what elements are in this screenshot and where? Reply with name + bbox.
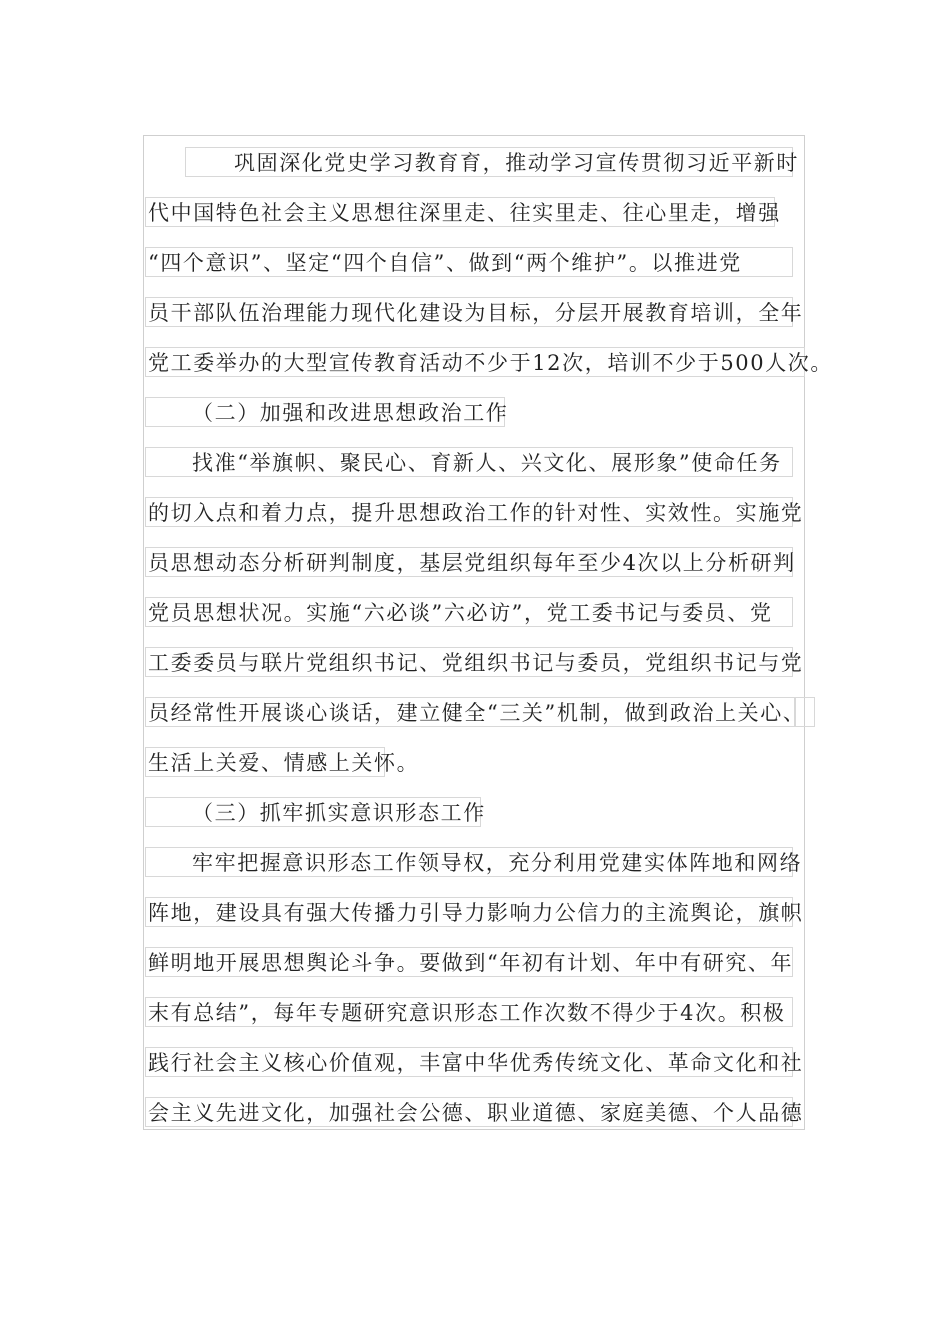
- text-line: 牢牢把握意识形态工作领导权，充分利用党建实体阵地和网络: [145, 847, 793, 877]
- text-line: 找准“举旗帜、聚民心、育新人、兴文化、展形象”使命任务: [145, 447, 793, 477]
- text-line: 末有总结”，每年专题研究意识形态工作次数不得少于4次。积极: [145, 997, 793, 1027]
- line-overflow-box: [795, 697, 815, 727]
- text-line: 工委委员与联片党组织书记、党组织书记与委员，党组织书记与党: [145, 647, 793, 677]
- text-line: 的切入点和着力点，提升思想政治工作的针对性、实效性。实施党: [145, 497, 793, 527]
- text-line: 员思想动态分析研判制度，基层党组织每年至少4次以上分析研判: [145, 547, 793, 577]
- text-line: 党员思想状况。实施“六必谈”六必访”，党工委书记与委员、党: [145, 597, 793, 627]
- text-line: 巩固深化党史学习教育育，推动学习宣传贯彻习近平新时: [185, 147, 793, 177]
- text-line: 党工委举办的大型宣传教育活动不少于12次，培训不少于500人次。: [145, 347, 805, 377]
- section-heading: （三）抓牢抓实意识形态工作: [145, 797, 481, 827]
- text-line: 员经常性开展谈心谈话，建立健全“三关”机制，做到政治上关心、: [145, 697, 795, 727]
- text-line: 员干部队伍治理能力现代化建设为目标，分层开展教育培训，全年: [145, 297, 793, 327]
- section-heading: （二）加强和改进思想政治工作: [145, 397, 505, 427]
- text-line: 鲜明地开展思想舆论斗争。要做到“年初有计划、年中有研究、年: [145, 947, 793, 977]
- text-line: 生活上关爱、情感上关怀。: [145, 747, 385, 777]
- text-line: 代中国特色社会主义思想往深里走、往实里走、往心里走，增强: [145, 197, 775, 227]
- text-line: 阵地，建设具有强大传播力引导力影响力公信力的主流舆论，旗帜: [145, 897, 793, 927]
- text-line: 践行社会主义核心价值观，丰富中华优秀传统文化、革命文化和社: [145, 1047, 793, 1077]
- page-frame: [143, 135, 805, 1130]
- text-line: 会主义先进文化，加强社会公德、职业道德、家庭美德、个人品德: [145, 1097, 793, 1127]
- text-line: “四个意识”、坚定“四个自信”、做到“两个维护”。以推进党: [145, 247, 793, 277]
